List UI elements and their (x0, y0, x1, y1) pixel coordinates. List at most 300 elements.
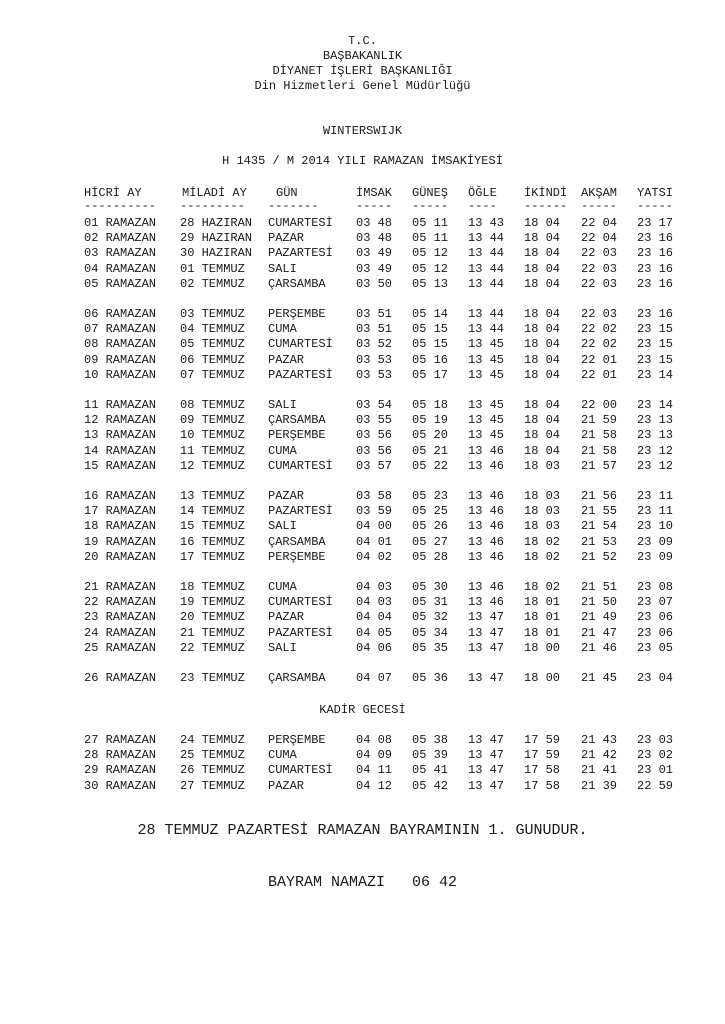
cell-aksam: 22 03 (581, 307, 618, 321)
cell-ogle: 13 47 (468, 610, 505, 625)
cell-gun: PAZARTESİ (268, 625, 333, 640)
cell-ogle: 13 46 (468, 504, 505, 519)
cell-yatsi: 23 04 (637, 671, 674, 685)
cell-ikindi: 18 01 (524, 610, 561, 625)
cell-hicri-ay: 01 RAMAZAN (84, 216, 157, 230)
cell-imsak: 04 01 (356, 534, 393, 549)
cell-gunes: 05 19 (412, 413, 449, 428)
cell-hicri-ay: 10 RAMAZAN (84, 367, 157, 382)
cell-yatsi: 23 16 (637, 307, 674, 321)
cell-miladi-ay: 08 TEMMUZ (180, 398, 245, 412)
cell-gun: SALI (268, 519, 297, 534)
cell-aksam: 21 55 (581, 504, 618, 519)
cell-ogle: 13 45 (468, 398, 505, 412)
cell-miladi-ay: 01 TEMMUZ (180, 261, 245, 276)
cell-gun: PAZAR (268, 610, 305, 625)
cell-gun: PAZAR (268, 489, 305, 503)
cell-yatsi: 23 16 (637, 231, 674, 246)
cell-ogle: 13 44 (468, 307, 505, 321)
cell-ikindi: 17 59 (524, 733, 561, 747)
cell-ikindi: 17 58 (524, 763, 561, 778)
cell-ogle: 13 44 (468, 322, 505, 337)
cell-gunes: 05 12 (412, 261, 449, 276)
cell-yatsi: 23 05 (637, 640, 674, 655)
table-row (0, 262, 725, 277)
cell-gunes: 05 41 (412, 763, 449, 778)
cell-miladi-ay: 30 HAZIRAN (180, 246, 253, 261)
table-row (0, 550, 725, 565)
cell-imsak: 04 00 (356, 519, 393, 534)
city-title: WINTERSWIJK (322, 124, 403, 138)
cell-yatsi: 23 11 (637, 504, 674, 519)
cell-yatsi: 23 16 (637, 246, 674, 261)
cell-aksam: 21 49 (581, 610, 618, 625)
cell-miladi-ay: 05 TEMMUZ (180, 337, 245, 352)
cell-miladi-ay: 02 TEMMUZ (180, 276, 245, 291)
table-row (0, 641, 725, 656)
cell-imsak: 03 53 (356, 352, 393, 367)
bayram-namazi (0, 874, 725, 891)
cell-gun: PERŞEMBE (268, 428, 326, 443)
cell-yatsi: 23 11 (637, 489, 674, 503)
table-row (0, 671, 725, 686)
table-row (0, 580, 725, 595)
cell-imsak: 04 04 (356, 610, 393, 625)
cell-imsak: 04 08 (356, 733, 393, 747)
cell-imsak: 03 56 (356, 443, 393, 458)
cell-gun: PAZARTESİ (268, 367, 333, 382)
dash-2: --------- (180, 199, 245, 213)
cell-aksam: 22 02 (581, 337, 618, 352)
cell-yatsi: 23 15 (637, 322, 674, 337)
cell-ogle: 13 47 (468, 778, 505, 793)
cell-imsak: 03 54 (356, 398, 393, 412)
cell-gunes: 05 27 (412, 534, 449, 549)
cell-hicri-ay: 13 RAMAZAN (84, 428, 157, 443)
cell-aksam: 21 53 (581, 534, 618, 549)
cell-imsak: 04 07 (356, 671, 393, 685)
cell-gun: SALI (268, 261, 297, 276)
cell-gunes: 05 14 (412, 307, 449, 321)
cell-hicri-ay: 16 RAMAZAN (84, 489, 157, 503)
cell-gun: CUMA (268, 443, 297, 458)
cell-ogle: 13 47 (468, 748, 505, 763)
cell-aksam: 21 56 (581, 489, 618, 503)
col-miladi-ay: MİLADİ AY (182, 186, 247, 200)
cell-hicri-ay: 07 RAMAZAN (84, 322, 157, 337)
cell-hicri-ay: 12 RAMAZAN (84, 413, 157, 428)
dash-1: ---------- (84, 199, 157, 213)
cell-ogle: 13 47 (468, 763, 505, 778)
cell-miladi-ay: 07 TEMMUZ (180, 367, 245, 382)
kadir-gecesi-label (0, 703, 725, 718)
cell-gunes: 05 15 (412, 337, 449, 352)
cell-hicri-ay: 17 RAMAZAN (84, 504, 157, 519)
cell-miladi-ay: 25 TEMMUZ (180, 748, 245, 763)
table-row (0, 489, 725, 504)
cell-ogle: 13 44 (468, 261, 505, 276)
cell-imsak: 03 57 (356, 458, 393, 473)
cell-imsak: 04 09 (356, 748, 393, 763)
cell-hicri-ay: 09 RAMAZAN (84, 352, 157, 367)
table-row (0, 763, 725, 778)
cell-ikindi: 18 04 (524, 367, 561, 382)
col-hicri-ay: HİCRİ AY (84, 186, 142, 200)
cell-ogle: 13 47 (468, 671, 505, 685)
col-aksam: AKŞAM (581, 186, 618, 200)
table-row (0, 444, 725, 459)
cell-ikindi: 18 04 (524, 276, 561, 291)
table-row (0, 413, 725, 428)
cell-ikindi: 18 04 (524, 443, 561, 458)
cell-aksam: 22 04 (581, 216, 618, 230)
cell-ikindi: 18 04 (524, 322, 561, 337)
bayram-namazi-label: BAYRAM NAMAZI (267, 874, 385, 891)
cell-yatsi: 23 09 (637, 549, 674, 564)
cell-ikindi: 18 02 (524, 549, 561, 564)
table-row (0, 610, 725, 625)
cell-hicri-ay: 15 RAMAZAN (84, 458, 157, 473)
table-row (0, 398, 725, 413)
cell-yatsi: 23 12 (637, 443, 674, 458)
cell-ogle: 13 45 (468, 337, 505, 352)
cell-ikindi: 18 03 (524, 504, 561, 519)
bayram-note: 28 TEMMUZ PAZARTESİ RAMAZAN BAYRAMININ 1. GUNUDUR. (137, 822, 588, 839)
cell-gun: CUMA (268, 748, 297, 763)
cell-ikindi: 17 59 (524, 748, 561, 763)
cell-ikindi: 18 03 (524, 458, 561, 473)
cell-yatsi: 23 12 (637, 458, 674, 473)
cell-gunes: 05 13 (412, 276, 449, 291)
dash-6: ---- (468, 199, 497, 213)
cell-aksam: 22 01 (581, 367, 618, 382)
cell-gunes: 05 15 (412, 322, 449, 337)
cell-hicri-ay: 08 RAMAZAN (84, 337, 157, 352)
cell-hicri-ay: 30 RAMAZAN (84, 778, 157, 793)
cell-imsak: 03 49 (356, 261, 393, 276)
table-row (0, 337, 725, 352)
cell-gun: PAZAR (268, 352, 305, 367)
cell-imsak: 04 11 (356, 763, 393, 778)
cell-ogle: 13 45 (468, 428, 505, 443)
cell-imsak: 03 52 (356, 337, 393, 352)
cell-aksam: 22 02 (581, 322, 618, 337)
cell-gun: SALI (268, 640, 297, 655)
cell-gunes: 05 12 (412, 246, 449, 261)
cell-yatsi: 23 02 (637, 748, 674, 763)
cell-imsak: 04 06 (356, 640, 393, 655)
cell-hicri-ay: 03 RAMAZAN (84, 246, 157, 261)
cell-yatsi: 23 08 (637, 580, 674, 594)
cell-miladi-ay: 27 TEMMUZ (180, 778, 245, 793)
table-row (0, 322, 725, 337)
cell-hicri-ay: 05 RAMAZAN (84, 276, 157, 291)
table-row (0, 277, 725, 292)
cell-ikindi: 18 02 (524, 580, 561, 594)
cell-imsak: 04 03 (356, 580, 393, 594)
col-yatsi: YATSI (637, 186, 674, 200)
cell-imsak: 04 02 (356, 549, 393, 564)
cell-ogle: 13 46 (468, 595, 505, 610)
cell-hicri-ay: 19 RAMAZAN (84, 534, 157, 549)
cell-gunes: 05 36 (412, 671, 449, 685)
cell-imsak: 03 56 (356, 428, 393, 443)
cell-imsak: 03 59 (356, 504, 393, 519)
cell-miladi-ay: 29 HAZIRAN (180, 231, 253, 246)
dash-8: ----- (581, 199, 618, 213)
cell-ikindi: 18 01 (524, 595, 561, 610)
cell-miladi-ay: 03 TEMMUZ (180, 307, 245, 321)
cell-aksam: 21 58 (581, 428, 618, 443)
cell-aksam: 22 03 (581, 261, 618, 276)
dash-9: ----- (637, 199, 674, 213)
header-line-tc: T.C. (348, 34, 377, 48)
cell-imsak: 04 12 (356, 778, 393, 793)
cell-gun: PERŞEMBE (268, 549, 326, 564)
cell-aksam: 21 45 (581, 671, 618, 685)
cell-ikindi: 18 04 (524, 413, 561, 428)
cell-miladi-ay: 15 TEMMUZ (180, 519, 245, 534)
cell-gun: PAZARTESİ (268, 246, 333, 261)
cell-gun: PAZAR (268, 231, 305, 246)
cell-hicri-ay: 27 RAMAZAN (84, 733, 157, 747)
header-line-diyanet: DİYANET İŞLERİ BAŞKANLIĞI (272, 64, 453, 78)
cell-yatsi: 23 03 (637, 733, 674, 747)
cell-ikindi: 18 04 (524, 216, 561, 230)
table-row (0, 626, 725, 641)
cell-gun: CUMARTESİ (268, 458, 333, 473)
cell-miladi-ay: 14 TEMMUZ (180, 504, 245, 519)
cell-hicri-ay: 28 RAMAZAN (84, 748, 157, 763)
cell-miladi-ay: 19 TEMMUZ (180, 595, 245, 610)
cell-aksam: 22 03 (581, 246, 618, 261)
dash-5: ----- (412, 199, 449, 213)
cell-gunes: 05 28 (412, 549, 449, 564)
cell-ogle: 13 44 (468, 246, 505, 261)
cell-gun: ÇARSAMBA (268, 534, 326, 549)
cell-miladi-ay: 21 TEMMUZ (180, 625, 245, 640)
cell-yatsi: 23 14 (637, 367, 674, 382)
col-imsak: İMSAK (356, 186, 393, 200)
cell-gunes: 05 39 (412, 748, 449, 763)
cell-yatsi: 23 10 (637, 519, 674, 534)
cell-ikindi: 18 04 (524, 352, 561, 367)
cell-aksam: 21 58 (581, 443, 618, 458)
cell-ogle: 13 44 (468, 231, 505, 246)
cell-miladi-ay: 04 TEMMUZ (180, 322, 245, 337)
cell-aksam: 21 54 (581, 519, 618, 534)
cell-ikindi: 18 04 (524, 246, 561, 261)
cell-hicri-ay: 24 RAMAZAN (84, 625, 157, 640)
cell-hicri-ay: 20 RAMAZAN (84, 549, 157, 564)
cell-ogle: 13 45 (468, 367, 505, 382)
cell-ogle: 13 45 (468, 413, 505, 428)
cell-imsak: 03 51 (356, 322, 393, 337)
table-row (0, 368, 725, 383)
cell-ogle: 13 43 (468, 216, 505, 230)
cell-yatsi: 23 13 (637, 428, 674, 443)
cell-imsak: 03 49 (356, 246, 393, 261)
cell-hicri-ay: 11 RAMAZAN (84, 398, 157, 412)
cell-miladi-ay: 28 HAZIRAN (180, 216, 253, 230)
cell-gunes: 05 11 (412, 216, 449, 230)
table-row (0, 353, 725, 368)
dash-3: ------- (268, 199, 319, 213)
cell-gunes: 05 16 (412, 352, 449, 367)
cell-miladi-ay: 22 TEMMUZ (180, 640, 245, 655)
cell-imsak: 03 55 (356, 413, 393, 428)
cell-imsak: 04 05 (356, 625, 393, 640)
cell-miladi-ay: 17 TEMMUZ (180, 549, 245, 564)
col-gun: GÜN (276, 186, 298, 200)
cell-ikindi: 18 04 (524, 261, 561, 276)
cell-ikindi: 18 03 (524, 519, 561, 534)
table-row (0, 428, 725, 443)
cell-aksam: 22 03 (581, 276, 618, 291)
table-row (0, 246, 725, 261)
cell-hicri-ay: 04 RAMAZAN (84, 261, 157, 276)
cell-yatsi: 23 15 (637, 337, 674, 352)
cell-yatsi: 23 06 (637, 610, 674, 625)
cell-ikindi: 18 04 (524, 428, 561, 443)
cell-miladi-ay: 06 TEMMUZ (180, 352, 245, 367)
cell-aksam: 21 47 (581, 625, 618, 640)
cell-ogle: 13 46 (468, 519, 505, 534)
cell-hicri-ay: 06 RAMAZAN (84, 307, 157, 321)
cell-gunes: 05 31 (412, 595, 449, 610)
cell-ogle: 13 46 (468, 534, 505, 549)
cell-imsak: 04 03 (356, 595, 393, 610)
cell-hicri-ay: 23 RAMAZAN (84, 610, 157, 625)
cell-gun: ÇARSAMBA (268, 413, 326, 428)
cell-miladi-ay: 10 TEMMUZ (180, 428, 245, 443)
cell-hicri-ay: 29 RAMAZAN (84, 763, 157, 778)
cell-gunes: 05 30 (412, 580, 449, 594)
cell-ogle: 13 46 (468, 580, 505, 594)
cell-miladi-ay: 24 TEMMUZ (180, 733, 245, 747)
table-header-underline (0, 199, 725, 214)
cell-ikindi: 18 01 (524, 625, 561, 640)
table-row (0, 459, 725, 474)
cell-hicri-ay: 14 RAMAZAN (84, 443, 157, 458)
cell-aksam: 21 57 (581, 458, 618, 473)
cell-aksam: 21 50 (581, 595, 618, 610)
cell-aksam: 22 01 (581, 352, 618, 367)
bayram-namazi-time: 06 42 (412, 874, 458, 891)
cell-aksam: 21 52 (581, 549, 618, 564)
cell-aksam: 21 43 (581, 733, 618, 747)
cell-hicri-ay: 25 RAMAZAN (84, 640, 157, 655)
cell-gun: ÇARSAMBA (268, 671, 326, 685)
cell-miladi-ay: 13 TEMMUZ (180, 489, 245, 503)
cell-gun: SALI (268, 398, 297, 412)
cell-miladi-ay: 09 TEMMUZ (180, 413, 245, 428)
cell-yatsi: 23 17 (637, 216, 674, 230)
cell-gun: CUMARTESİ (268, 216, 333, 230)
header-line-basbakanlik: BAŞBAKANLIK (322, 49, 403, 63)
table-row (0, 733, 725, 748)
table-row (0, 519, 725, 534)
cell-gunes: 05 38 (412, 733, 449, 747)
table-row (0, 216, 725, 231)
cell-miladi-ay: 18 TEMMUZ (180, 580, 245, 594)
cell-gun: PERŞEMBE (268, 307, 326, 321)
cell-gun: ÇARSAMBA (268, 276, 326, 291)
col-ogle: ÖĞLE (468, 186, 497, 200)
cell-ogle: 13 47 (468, 625, 505, 640)
table-row (0, 231, 725, 246)
cell-ogle: 13 47 (468, 733, 505, 747)
cell-ikindi: 18 04 (524, 231, 561, 246)
cell-ogle: 13 45 (468, 352, 505, 367)
cell-ikindi: 18 04 (524, 398, 561, 412)
cell-gun: PAZARTESİ (268, 504, 333, 519)
table-row (0, 595, 725, 610)
cell-imsak: 03 48 (356, 231, 393, 246)
cell-yatsi: 23 14 (637, 398, 674, 412)
table-row (0, 748, 725, 763)
cell-miladi-ay: 26 TEMMUZ (180, 763, 245, 778)
cell-imsak: 03 48 (356, 216, 393, 230)
cell-miladi-ay: 12 TEMMUZ (180, 458, 245, 473)
cell-yatsi: 23 13 (637, 413, 674, 428)
cell-ogle: 13 46 (468, 458, 505, 473)
cell-gunes: 05 32 (412, 610, 449, 625)
cell-ikindi: 17 58 (524, 778, 561, 793)
document-header (0, 34, 725, 94)
cell-imsak: 03 53 (356, 367, 393, 382)
cell-ikindi: 18 00 (524, 671, 561, 685)
cell-gunes: 05 26 (412, 519, 449, 534)
cell-yatsi: 22 59 (637, 778, 674, 793)
table-row (0, 307, 725, 322)
cell-gun: CUMA (268, 322, 297, 337)
cell-aksam: 22 00 (581, 398, 618, 412)
cell-yatsi: 23 16 (637, 276, 674, 291)
cell-gun: CUMARTESİ (268, 595, 333, 610)
cell-gunes: 05 25 (412, 504, 449, 519)
cell-aksam: 21 41 (581, 763, 618, 778)
cell-gunes: 05 20 (412, 428, 449, 443)
cell-ikindi: 18 00 (524, 640, 561, 655)
table-row (0, 535, 725, 550)
cell-gunes: 05 34 (412, 625, 449, 640)
col-gunes: GÜNEŞ (412, 186, 449, 200)
cell-ikindi: 18 02 (524, 534, 561, 549)
cell-gunes: 05 35 (412, 640, 449, 655)
cell-yatsi: 23 01 (637, 763, 674, 778)
document-subtitle: H 1435 / M 2014 YILI RAMAZAN İMSAKİYESİ (222, 154, 503, 168)
cell-yatsi: 23 07 (637, 595, 674, 610)
dash-4: ----- (356, 199, 393, 213)
header-line-din-hizmetleri: Din Hizmetleri Genel Müdürlüğü (254, 79, 471, 93)
dash-7: ------ (524, 199, 568, 213)
table-row (0, 779, 725, 794)
cell-ikindi: 18 03 (524, 489, 561, 503)
cell-aksam: 21 59 (581, 413, 618, 428)
cell-yatsi: 23 16 (637, 261, 674, 276)
cell-gun: CUMA (268, 580, 297, 594)
cell-gun: PERŞEMBE (268, 733, 326, 747)
cell-aksam: 21 51 (581, 580, 618, 594)
cell-hicri-ay: 26 RAMAZAN (84, 671, 157, 685)
cell-ogle: 13 44 (468, 276, 505, 291)
cell-hicri-ay: 22 RAMAZAN (84, 595, 157, 610)
cell-aksam: 21 39 (581, 778, 618, 793)
cell-miladi-ay: 11 TEMMUZ (180, 443, 245, 458)
cell-gunes: 05 21 (412, 443, 449, 458)
cell-imsak: 03 58 (356, 489, 393, 503)
